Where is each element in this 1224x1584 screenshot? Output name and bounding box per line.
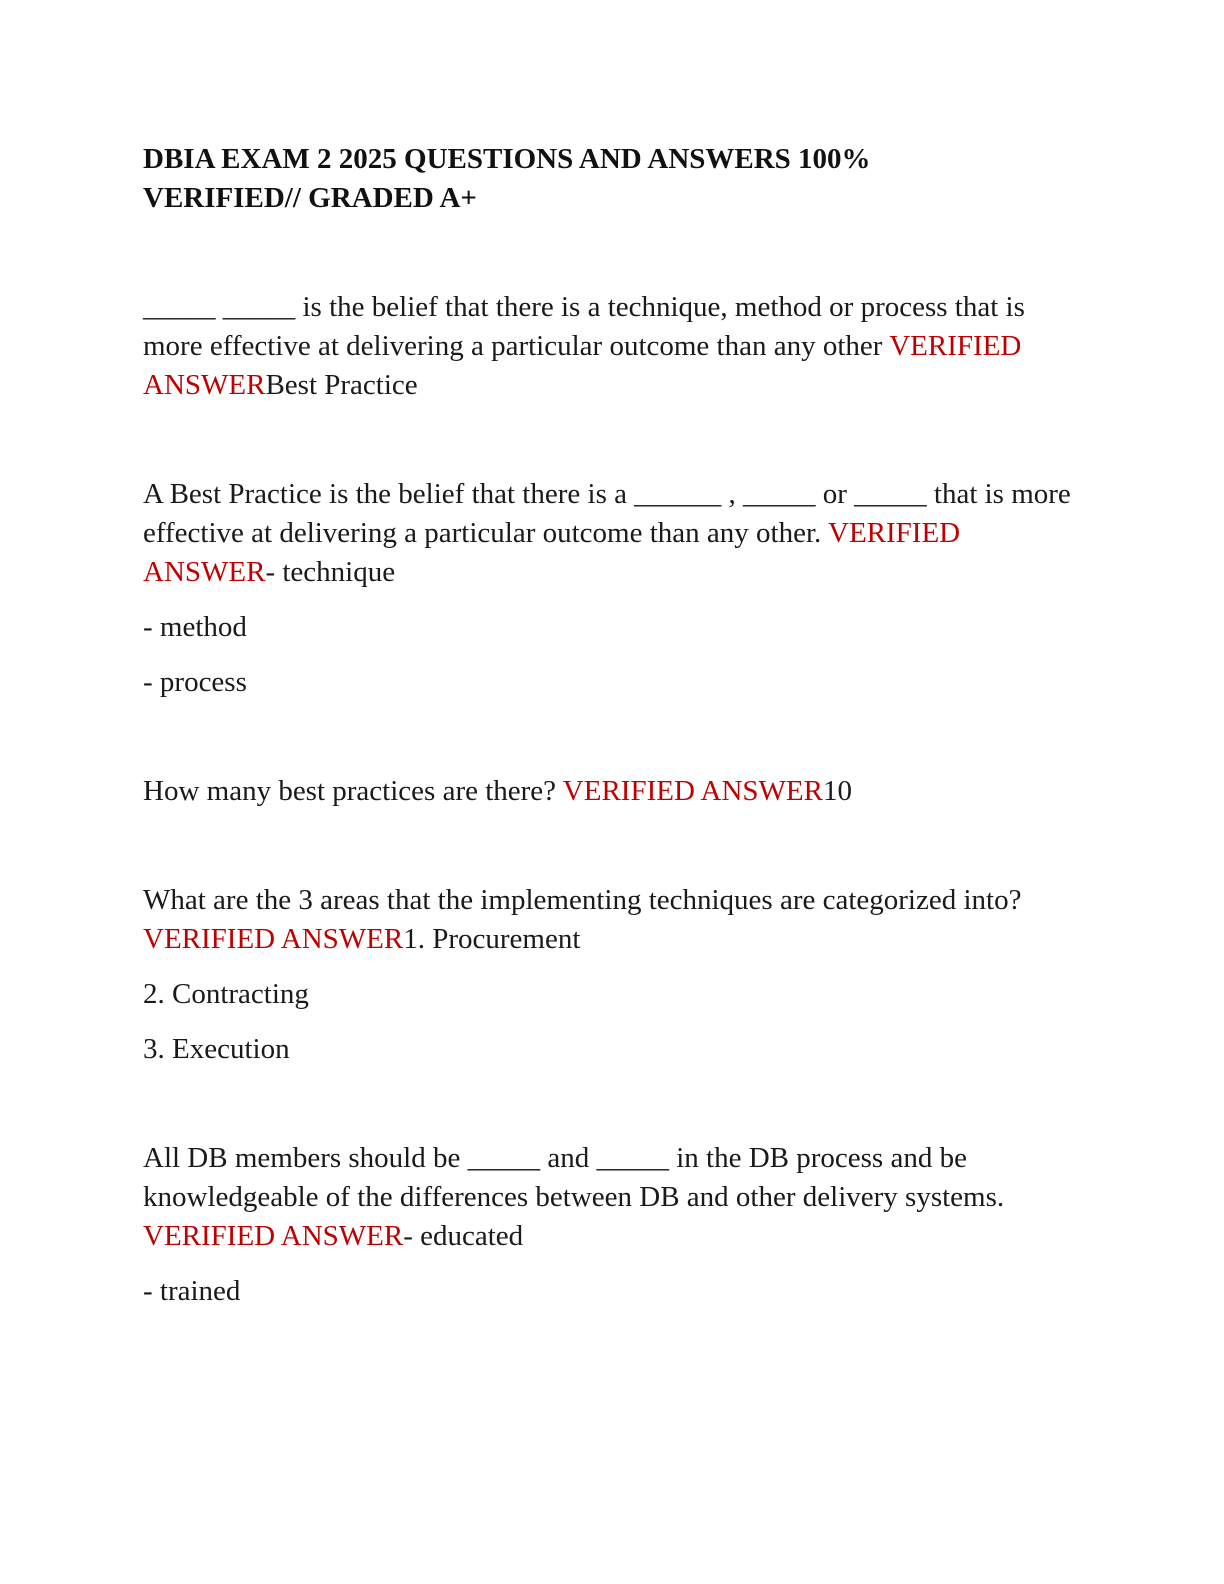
answer-text: - technique [265,556,396,588]
question-paragraph [143,881,1073,959]
question-text: How many best practices are there? [143,775,557,807]
question-paragraph [143,772,1073,811]
verified-answer-label: VERIFIED ANSWER [143,1220,404,1252]
question-block-4 [143,881,1073,1069]
answer-text: 10 [823,775,852,807]
answer-line: - trained [143,1275,241,1307]
answer-line: - method [143,611,247,643]
verified-answer-label: VERIFIED ANSWER [143,517,961,588]
question-text: A Best Practice is the belief that there is a ______ , _____ or _____ that is more effective at delivering a particular outcome than any other. [143,478,1071,549]
answer-text: 1. Procurement [403,923,581,955]
answer-text: - educated [403,1220,524,1252]
answer-text: Best Practice [265,369,418,401]
question-text: _____ _____ is the belief that there is a technique, method or process that is more effective at delivering a particular outcome than any other [143,291,1025,362]
question-paragraph [143,288,1073,405]
verified-answer-label: VERIFIED ANSWER [143,923,404,955]
document-title [143,140,1073,218]
question-block-5 [143,1139,1073,1311]
question-text: What are the 3 areas that the implementing techniques are categorized into? [143,884,1022,916]
document-page [143,140,1073,1311]
verified-answer-label: VERIFIED ANSWER [143,330,1022,401]
title-line-1: DBIA EXAM 2 2025 QUESTIONS AND ANSWERS 100% [143,143,871,175]
answer-line: 2. Contracting [143,978,309,1010]
verified-answer-label: VERIFIED ANSWER [562,775,823,807]
title-line-2: VERIFIED// GRADED A+ [143,182,477,214]
question-paragraph [143,475,1073,592]
question-block-2 [143,475,1073,702]
question-block-3 [143,772,1073,811]
question-text: All DB members should be _____ and _____ in the DB process and be knowledgeable of the differences between DB and other delivery systems. [143,1142,1005,1213]
question-block-1 [143,288,1073,405]
answer-line: 3. Execution [143,1033,290,1065]
question-paragraph [143,1139,1073,1256]
answer-line: - process [143,666,247,698]
